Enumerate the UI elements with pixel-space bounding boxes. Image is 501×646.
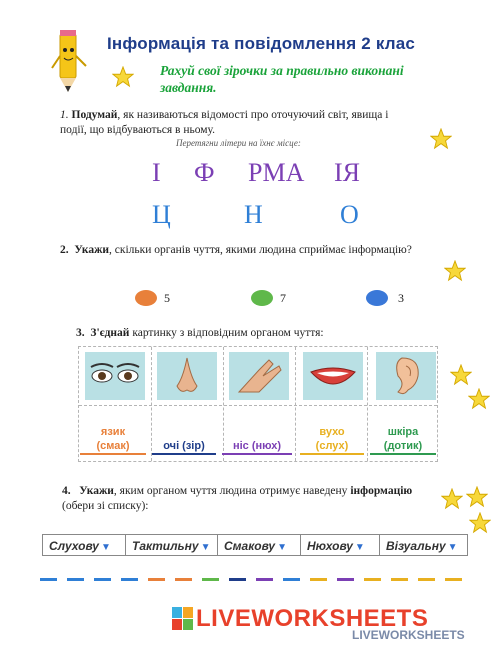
pencil-mascot-icon (48, 26, 88, 96)
option-label: 7 (280, 291, 286, 305)
dash-segment (364, 578, 381, 581)
arrow-down-icon: ▼ (354, 542, 365, 553)
task2-question: 2. Укажи, скільки органів чуття, якими людина сприймає інформацію? (60, 244, 412, 256)
dropdown-smell[interactable]: Нюхову ▼ (300, 534, 380, 556)
option-label: 3 (398, 291, 404, 305)
star-icon (469, 512, 491, 534)
dropdown-visual[interactable]: Візуальну ▼ (379, 534, 468, 556)
label-ear[interactable]: вухо (слух) (300, 425, 364, 455)
letter-tile[interactable]: І (152, 158, 161, 187)
dash-segment (283, 578, 300, 581)
liveworksheets-logo: LIVEWORKSHEETS (196, 605, 429, 632)
task4-question: 4. Укажи, яким органом чуття людина отримує наведену інформацію (обери зі списку): (62, 485, 413, 512)
mouth-icon[interactable] (303, 352, 363, 400)
label-eyes[interactable]: очі (зір) (152, 439, 216, 455)
dash-segment (337, 578, 354, 581)
liveworksheets-logo-icon (172, 607, 194, 631)
dash-segment (175, 578, 192, 581)
task1-hint: Перетягни літери на їхнє місце: (176, 138, 301, 148)
letter-tile[interactable]: ІЯ (334, 158, 360, 187)
star-icon (466, 486, 488, 508)
label-skin[interactable]: шкіра (дотик) (370, 425, 436, 455)
star-icon (112, 66, 134, 88)
dash-line (40, 578, 470, 582)
dash-segment (202, 578, 219, 581)
dash-segment (391, 578, 408, 581)
dropdown-taste[interactable]: Смакову ▼ (217, 534, 301, 556)
letter-tile[interactable]: Ц (152, 200, 171, 229)
arrow-down-icon: ▼ (447, 542, 458, 553)
dash-segment (94, 578, 111, 581)
task1-question: 1. Подумай, як називаються відомості про оточуючий світ, явища і події, що відбуваються в ньому. (60, 109, 389, 136)
label-nose[interactable]: ніс (нюх) (222, 439, 292, 455)
hand-icon[interactable] (229, 352, 289, 400)
star-icon (430, 128, 452, 150)
nose-icon[interactable] (157, 352, 217, 400)
dash-segment (445, 578, 462, 581)
option-dot-green[interactable] (251, 290, 273, 306)
star-icon (441, 488, 463, 510)
letter-tile[interactable]: Ф (194, 158, 215, 187)
option-dot-blue[interactable] (366, 290, 388, 306)
dash-segment (310, 578, 327, 581)
arrow-down-icon: ▼ (200, 542, 211, 553)
page-title: Інформація та повідомлення 2 клас (107, 34, 416, 53)
letter-tile[interactable]: Н (244, 200, 263, 229)
liveworksheets-watermark: LIVEWORKSHEETS (352, 628, 465, 642)
star-icon (444, 260, 466, 282)
dash-segment (229, 578, 246, 581)
option-label: 5 (164, 291, 170, 305)
task3-question: 3. З'єднай картинку з відповідним органом чуття: (76, 327, 324, 339)
dropdown-auditory[interactable]: Слухову ▼ (42, 534, 126, 556)
label-tongue[interactable]: язик (смак) (80, 425, 146, 455)
subtitle: Рахуй свої зірочки за правильно виконані завдання. (160, 63, 404, 95)
letter-tile[interactable]: О (340, 200, 359, 229)
dash-segment (256, 578, 273, 581)
star-icon (450, 364, 472, 386)
dash-segment (121, 578, 138, 581)
dash-segment (418, 578, 435, 581)
star-icon (468, 388, 490, 410)
dash-segment (148, 578, 165, 581)
arrow-down-icon: ▼ (100, 542, 111, 553)
dash-segment (67, 578, 84, 581)
dropdown-tactile[interactable]: Тактильну ▼ (125, 534, 218, 556)
ear-icon[interactable] (376, 352, 436, 400)
letter-tile[interactable]: РМА (248, 158, 305, 187)
dash-segment (40, 578, 57, 581)
eyes-icon[interactable] (85, 352, 145, 400)
arrow-down-icon: ▼ (277, 542, 287, 553)
option-dot-orange[interactable] (135, 290, 157, 306)
